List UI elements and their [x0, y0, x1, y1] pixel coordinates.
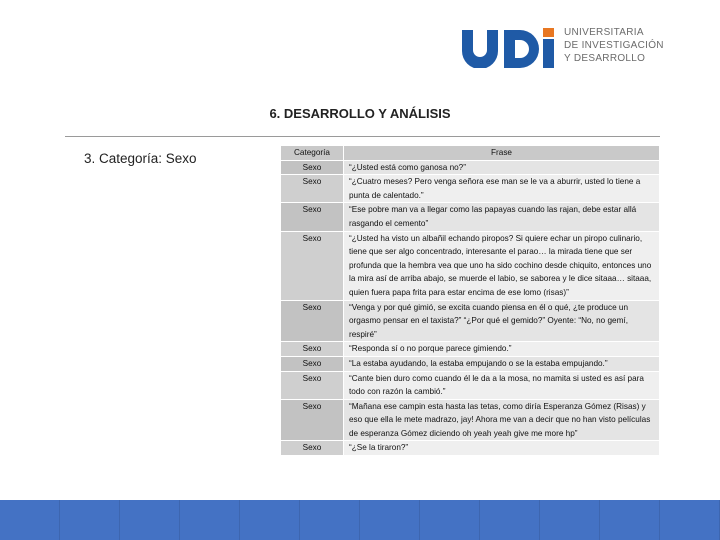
row-category: Sexo [281, 160, 344, 175]
row-phrase: “Ese pobre man va a llegar como las papayas cuando las rajan, debe estar allá rasgando el cemento” [344, 203, 660, 231]
row-phrase: “Venga y por qué gimió, se excita cuando piensa en él o qué, ¿te produce un orgasmo pensar en el taxista?” “¿Por qué el gemido?” Oyente: “No, no gemí, respiré” [344, 300, 660, 342]
row-category: Sexo [281, 399, 344, 441]
row-phrase: “¿Usted ha visto un albañil echando piropos? Si quiere echar un piropo culinario, tiene que ser algo concentrado, interesante el parao… la mirada tiene que ser profunda que la hembra vea que uno ha sido cochino desde chiquito, entonces uno la mira así de arriba abajo, se muerde el labio, se saborea y le dice sitaaa… sitaaa, quien fuera papa frita para estar encima de ese lomo (risas)” [344, 231, 660, 300]
footer-block [420, 500, 480, 540]
table-row [281, 371, 660, 399]
header-phrase: Frase [344, 146, 660, 161]
logo-line-3: Y DESARROLLO [564, 53, 646, 64]
logo-line-2: DE INVESTIGACIÓN [564, 40, 664, 51]
logo-line-1: UNIVERSITARIA [564, 27, 644, 38]
table-row [281, 231, 660, 300]
udi-letters-graphic [460, 24, 558, 68]
row-category: Sexo [281, 231, 344, 300]
footer-block [600, 500, 660, 540]
row-category: Sexo [281, 203, 344, 231]
table-row [281, 342, 660, 357]
table-row [281, 356, 660, 371]
footer-block [60, 500, 120, 540]
row-phrase: “Cante bien duro como cuando él le da a la mosa, no mamita si usted es así para todo con razón la cambió.” [344, 371, 660, 399]
table-row [281, 441, 660, 456]
row-phrase: “La estaba ayudando, la estaba empujando o se la estaba empujando.” [344, 356, 660, 371]
udi-logo [460, 24, 664, 68]
footer-block [180, 500, 240, 540]
row-phrase: “¿Se la tiraron?” [344, 441, 660, 456]
table-row [281, 300, 660, 342]
footer-block [360, 500, 420, 540]
table-row [281, 203, 660, 231]
section-title: 6. DESARROLLO Y ANÁLISIS [269, 106, 451, 121]
table-row [281, 399, 660, 441]
row-category: Sexo [281, 371, 344, 399]
footer-pattern [0, 500, 720, 540]
footer-block [660, 500, 720, 540]
row-category: Sexo [281, 300, 344, 342]
row-category: Sexo [281, 175, 344, 203]
udi-logo-mark [460, 24, 558, 68]
table-header-row [281, 146, 660, 161]
header-category: Categoría [281, 146, 344, 161]
table-row [281, 160, 660, 175]
footer-block [540, 500, 600, 540]
row-phrase: “¿Cuatro meses? Pero venga señora ese man se le va a aburrir, usted lo tiene a punta de calentado.” [344, 175, 660, 203]
footer-block [0, 500, 60, 540]
category-label: 3. Categoría: Sexo [84, 151, 197, 166]
row-phrase: “¿Usted está como ganosa no?” [344, 160, 660, 175]
row-category: Sexo [281, 356, 344, 371]
title-divider [65, 136, 660, 137]
footer-block [120, 500, 180, 540]
footer-block [240, 500, 300, 540]
row-phrase: “Mañana ese campin esta hasta las tetas, como diría Esperanza Gómez (Risas) y eso que ella le mete madrazo, jay! Ahora me van a decir que no han visto películas de esperanza Gómez diciendo oh yeah yeah give me more hp” [344, 399, 660, 441]
row-category: Sexo [281, 441, 344, 456]
table-row [281, 175, 660, 203]
footer-block [300, 500, 360, 540]
footer-block [480, 500, 540, 540]
phrases-table [280, 145, 660, 456]
row-phrase: “Responda sí o no porque parece gimiendo.” [344, 342, 660, 357]
udi-logo-text [564, 26, 664, 65]
row-category: Sexo [281, 342, 344, 357]
